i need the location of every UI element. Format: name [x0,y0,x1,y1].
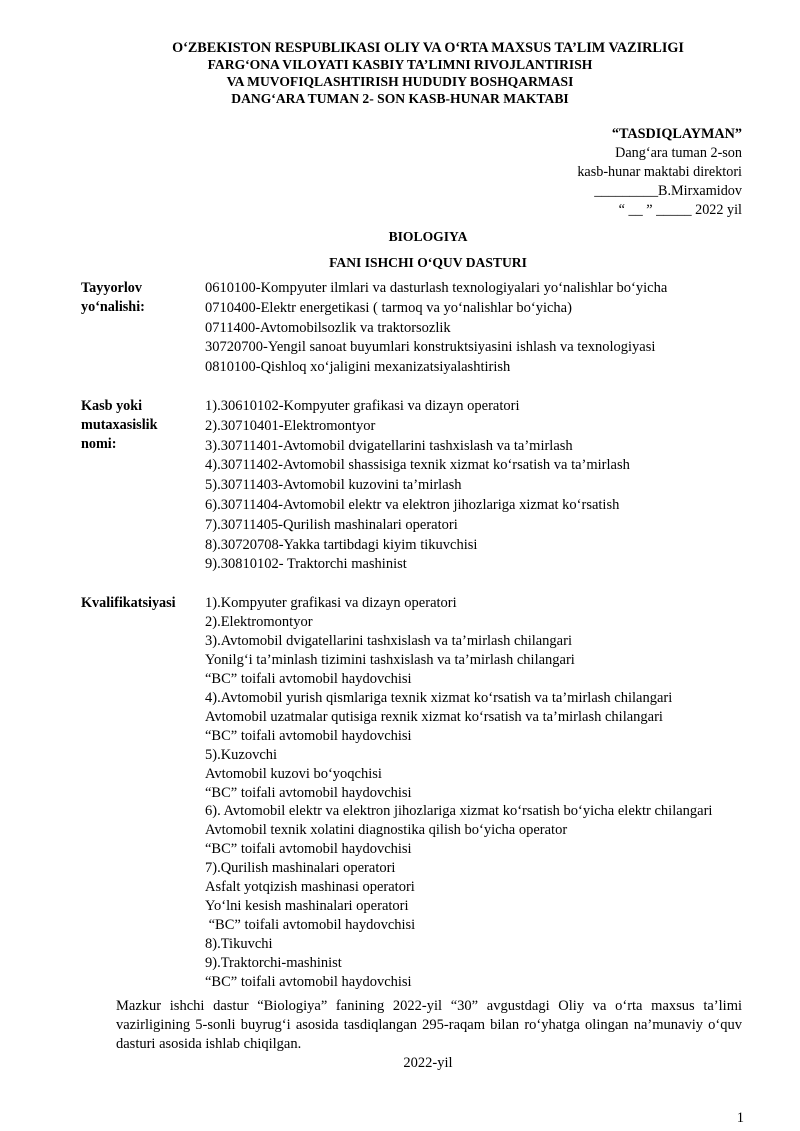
list-item: 5).Kuzovchi [205,746,278,763]
list-item: 8).Tikuvchi [205,936,273,953]
approval-date: “ __ ” _____ 2022 yil [618,202,742,218]
list-item: 0810100-Qishloq xo‘jaligini mexanizatsiyalashtirish [205,359,511,376]
professions-list [205,397,630,575]
list-item: 3).30711401-Avtomobil dvigatellarini tashxislash va ta’mirlash [205,437,573,454]
list-item: 4).Avtomobil yurish qismlariga texnik xizmat ko‘rsatish va ta’mirlash chilangari [205,689,673,706]
list-item: 3).Avtomobil dvigatellarini tashxislash va ta’mirlash chilangari [205,632,572,649]
directions-list [205,279,667,378]
regional-department-line1: FARG‘ONA VILOYATI KASBIY TA’LIMNI RIVOJLANTIRISH [207,57,593,72]
approval-line-1: Dang‘ara tuman 2-son [615,145,742,161]
list-item: Avtomobil uzatmalar qutisiga rexnik xizmat ko‘rsatish va ta’mirlash chilangari [205,708,663,725]
list-item: “BC” toifali avtomobil haydovchisi [205,784,412,801]
list-item: Yo‘lni kesish mashinalari operatori [205,898,409,915]
list-item: Avtomobil kuzovi bo‘yoqchisi [205,765,382,782]
list-item: 7).Qurilish mashinalari operatori [205,860,396,877]
subject-title: BIOLOGIYA [388,229,468,244]
list-item: “BC” toifali avtomobil haydovchisi [205,917,416,934]
school-name: DANG‘ARA TUMAN 2- SON KASB-HUNAR MAKTABI [231,91,569,106]
directions-label: Tayyorlov yo‘nalishi: [81,280,145,315]
list-item: “BC” toifali avtomobil haydovchisi [205,841,412,858]
regional-department-line2: VA MUVOFIQLASHTIRISH HUDUDIY BOSHQARMASI [226,74,574,89]
list-item: “BC” toifali avtomobil haydovchisi [205,670,412,687]
approval-line-2: kasb-hunar maktabi direktori [577,164,742,180]
list-item: “BC” toifali avtomobil haydovchisi [205,727,412,744]
page-number: 1 [736,1110,744,1126]
list-item: 1).Kompyuter grafikasi va dizayn operatori [205,595,457,611]
program-title: FANI ISHCHI O‘QUV DASTURI [329,255,527,270]
list-item: 7).30711405-Qurilish mashinalari operatori [205,516,458,533]
list-item: 9).30810102- Traktorchi mashinist [205,556,407,573]
list-item: 2).Elektromontyor [205,613,313,630]
ministry-name: O‘ZBEKISTON RESPUBLIKASI OLIY VA O‘RTA MAXSUS TA’LIM VAZIRLIGI [172,40,684,56]
program-note: Mazkur ishchi dastur “Biologiya” fanining 2022-yil “30” avgustdagi Oliy va o‘rta maxsus ta’limi vazirligining 5-sonli buyrug‘i asosida tasdiqlangan 295-raqam bilan ro‘yhatga olingan na’munaviy o‘quv dasturi asosida ishlab chiqilgan. [116,998,742,1052]
list-item: 2).30710401-Elektromontyor [205,417,376,434]
list-item: 0710400-Elektr energetikasi ( tarmoq va yo‘nalishlar bo‘yicha) [205,299,572,316]
list-item: Asfalt yotqizish mashinasi operatori [205,879,415,896]
list-item: 5).30711403-Avtomobil kuzovini ta’mirlash [205,477,462,494]
list-item: Avtomobil texnik xolatini diagnostika qilish bo‘yicha operator [205,822,568,839]
qualifications-list [205,594,712,992]
list-item: 0711400-Avtomobilsozlik va traktorsozlik [205,319,451,336]
approval-title: “TASDIQLAYMAN” [611,126,742,142]
list-item: 6).30711404-Avtomobil elektr va elektron jihozlariga xizmat ko‘rsatish [205,496,620,513]
list-item: Yonilg‘i ta’minlash tizimini tashxislash va ta’mirlash chilangari [205,651,575,668]
list-item: 6). Avtomobil elektr va elektron jihozlariga xizmat ko‘rsatish bo‘yicha elektr chilangari [205,803,713,820]
approval-signature: _________B.Mirxamidov [594,183,742,199]
approval-block [577,125,742,220]
document-year: 2022-yil [403,1055,453,1071]
qualifications-label: Kvalifikatsiyasi [81,595,176,611]
document-header [0,40,800,107]
list-item: 0610100-Kompyuter ilmlari va dasturlash texnologiyalari yo‘nalishlar bo‘yicha [205,280,668,296]
list-item: 1).30610102-Kompyuter grafikasi va dizayn operatori [205,398,520,414]
list-item: 30720700-Yengil sanoat buyumlari konstruktsiyasini ishlash va texnologiyasi [205,339,656,356]
list-item: 8).30720708-Yakka tartibdagi kiyim tikuvchisi [205,536,478,553]
list-item: 9).Traktorchi-mashinist [205,955,342,972]
professions-label: Kasb yoki mutaxasislik nomi: [81,398,158,452]
list-item: “BC” toifali avtomobil haydovchisi [205,974,412,991]
list-item: 4).30711402-Avtomobil shassisiga texnik xizmat ko‘rsatish va ta’mirlash [205,457,630,474]
